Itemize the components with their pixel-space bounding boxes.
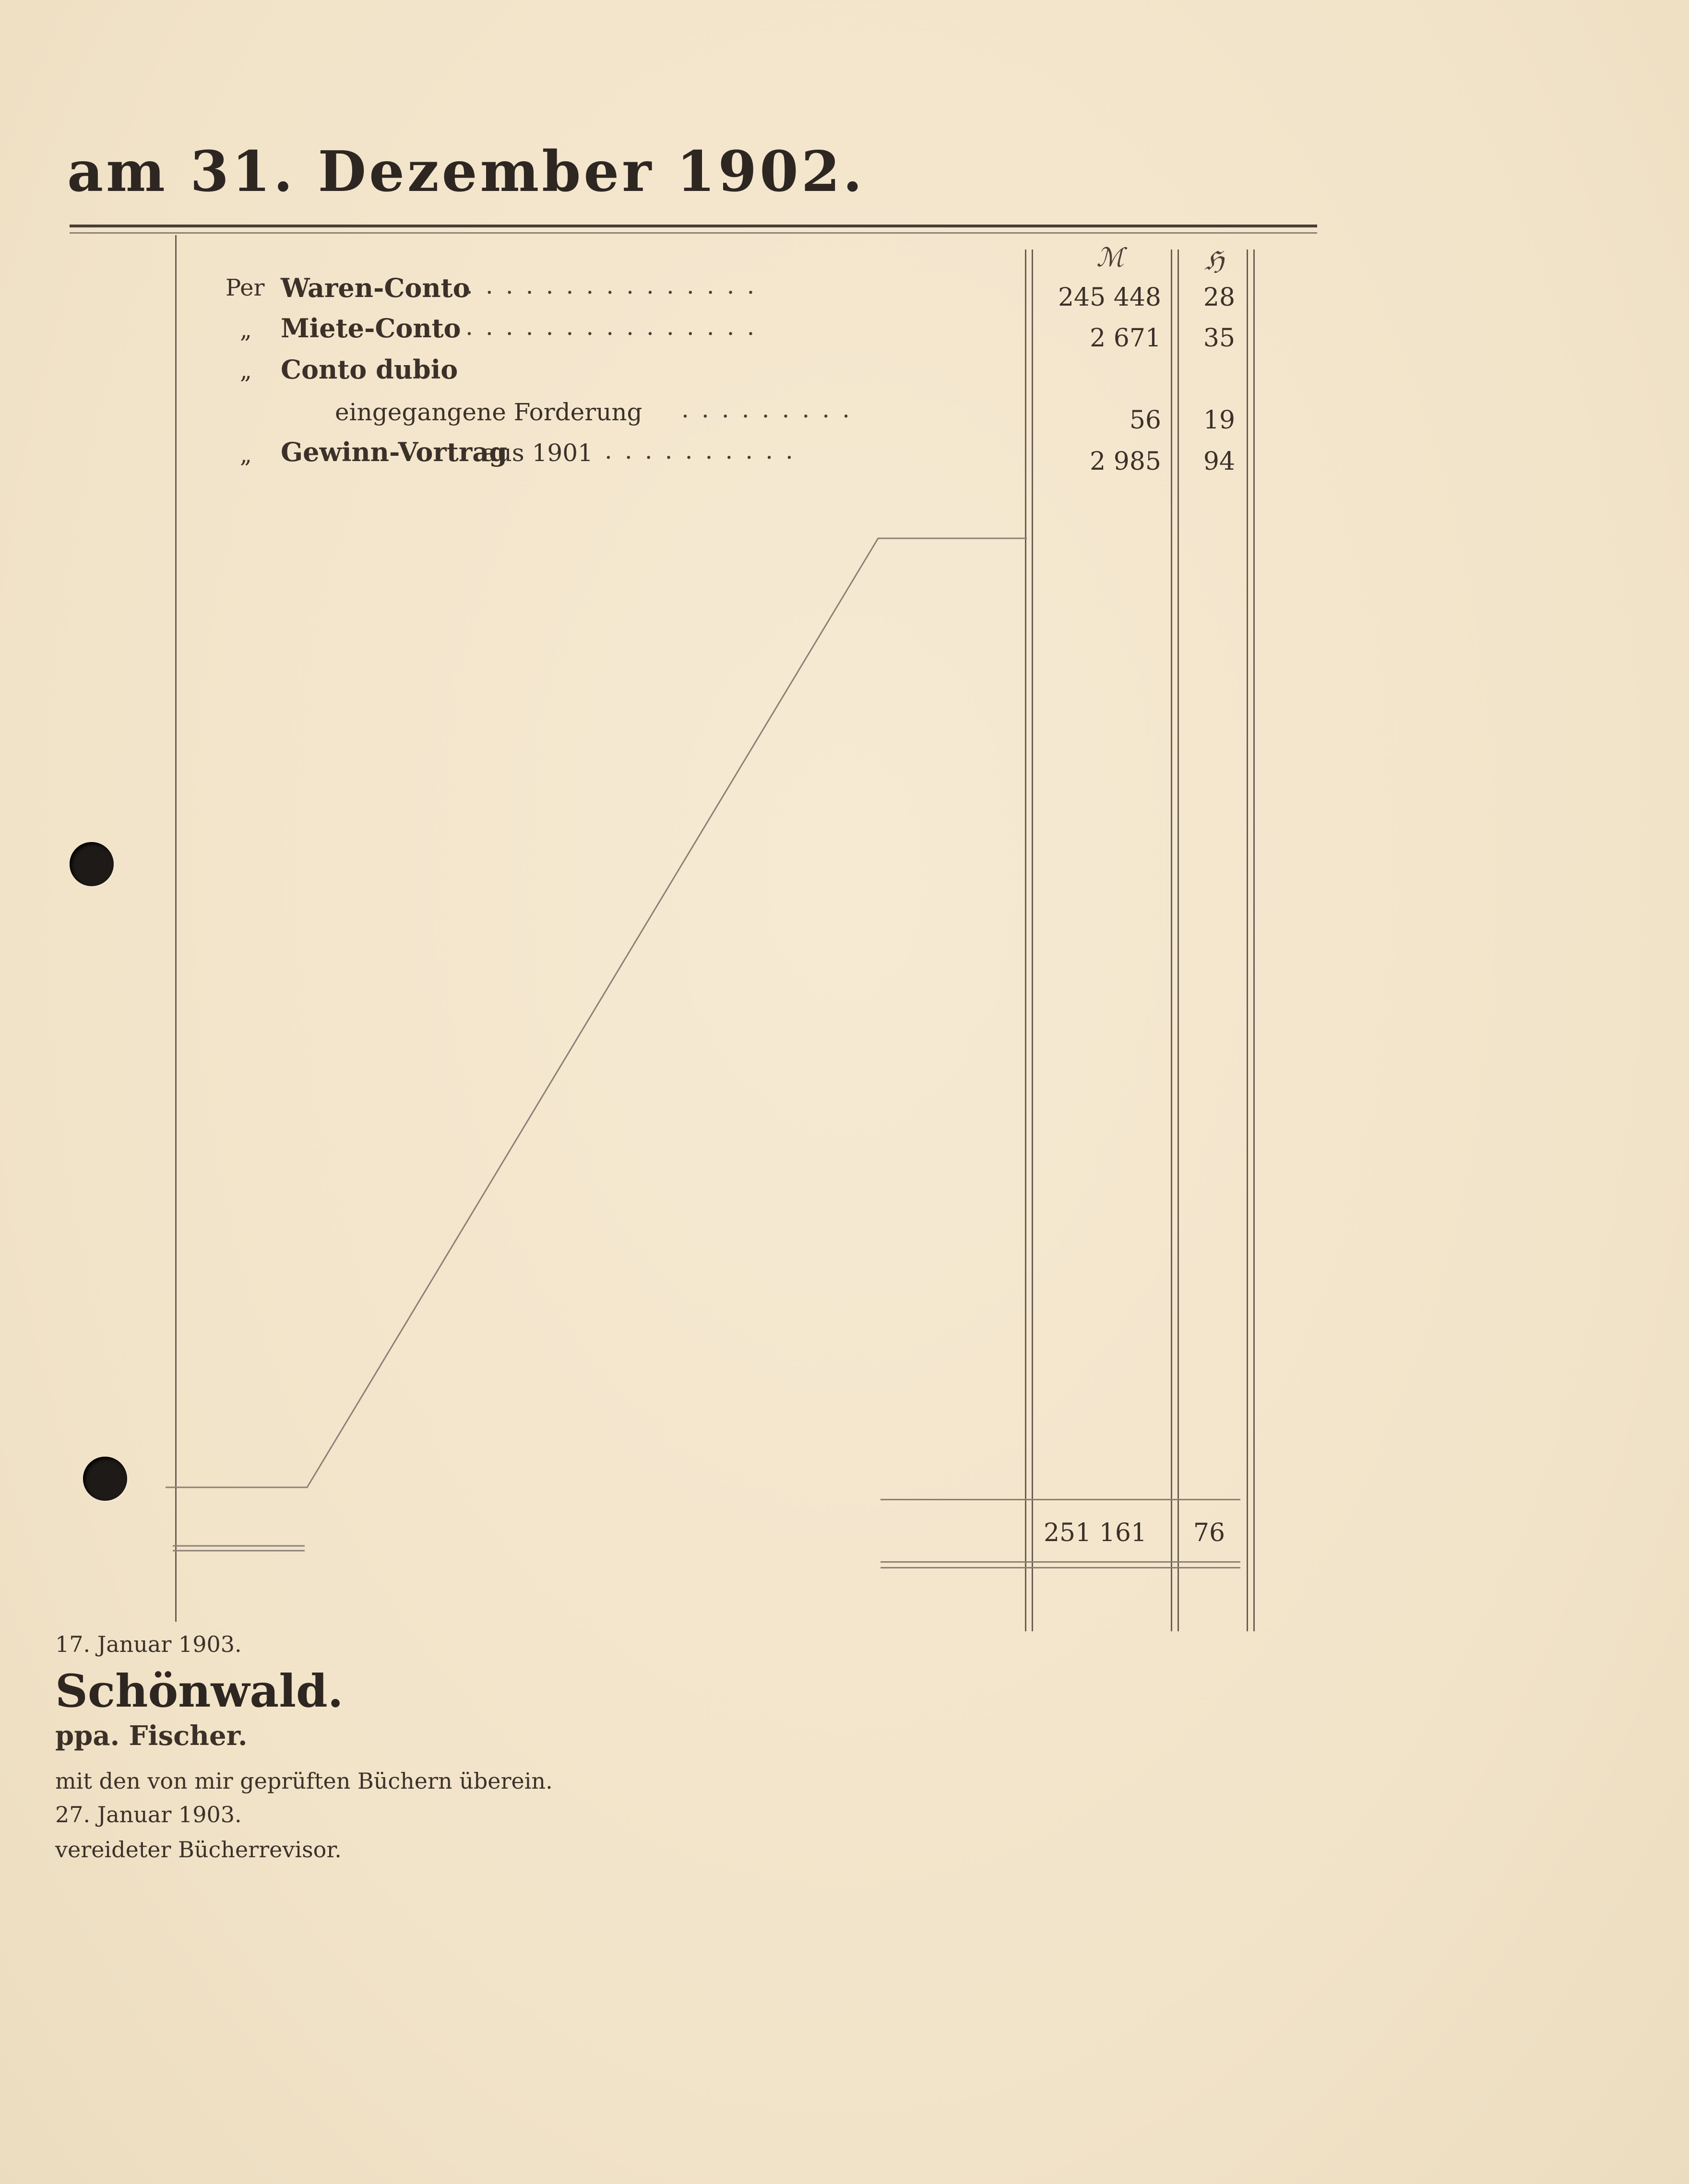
- total-rule-top: [880, 1499, 1240, 1500]
- leader-dots: ...............: [465, 272, 767, 299]
- mark-column-header: ℳ: [1096, 242, 1124, 273]
- entry-prefix: Per: [226, 274, 265, 301]
- total-rule-bottom-a: [880, 1561, 1240, 1563]
- total-mark-amount: 251 161: [1043, 1519, 1147, 1547]
- leader-dots: ..........: [605, 437, 806, 464]
- firm-name: Schönwald.: [55, 1665, 344, 1718]
- entry-label: Conto dubio: [281, 354, 458, 385]
- entry-mark-amount: 56: [1129, 406, 1161, 435]
- entry-description: eingegangene Forderung: [335, 398, 642, 426]
- entry-mark-amount: 2 985: [1090, 447, 1161, 476]
- total-rule-bottom-b: [880, 1567, 1240, 1568]
- entry-pf-amount: 94: [1203, 447, 1236, 476]
- audit-date: 27. Januar 1903.: [55, 1802, 242, 1828]
- entry-pf-amount: 28: [1203, 283, 1236, 312]
- entry-pf-amount: 19: [1203, 406, 1236, 435]
- entry-description: aus 1901: [482, 439, 593, 467]
- footer-date: 17. Januar 1903.: [55, 1631, 242, 1657]
- audit-note: mit den von mir geprüften Büchern überein.: [55, 1768, 553, 1794]
- entry-prefix: „: [240, 317, 252, 344]
- pfennig-column-header: ℌ: [1204, 246, 1224, 276]
- entry-mark-amount: 245 448: [1058, 283, 1161, 312]
- signatory: ppa. Fischer.: [55, 1720, 248, 1752]
- entry-prefix: „: [240, 357, 252, 384]
- entry-prefix: „: [240, 441, 252, 468]
- leader-dots: .........: [681, 395, 863, 423]
- punch-hole-bottom: [83, 1457, 127, 1501]
- entry-pf-amount: 35: [1203, 324, 1236, 353]
- page-title: am 31. Dezember 1902.: [67, 139, 865, 204]
- entry-label: Gewinn-Vortrag: [281, 437, 508, 467]
- entry-mark-amount: 2 671: [1090, 324, 1161, 353]
- entry-label: Miete-Conto: [281, 313, 461, 344]
- leader-dots: ...............: [465, 313, 767, 341]
- entry-label: Waren-Conto: [281, 273, 470, 303]
- total-pf-amount: 76: [1193, 1519, 1225, 1547]
- auditor-title: vereideter Bücherrevisor.: [55, 1837, 342, 1863]
- punch-hole-top: [70, 842, 114, 886]
